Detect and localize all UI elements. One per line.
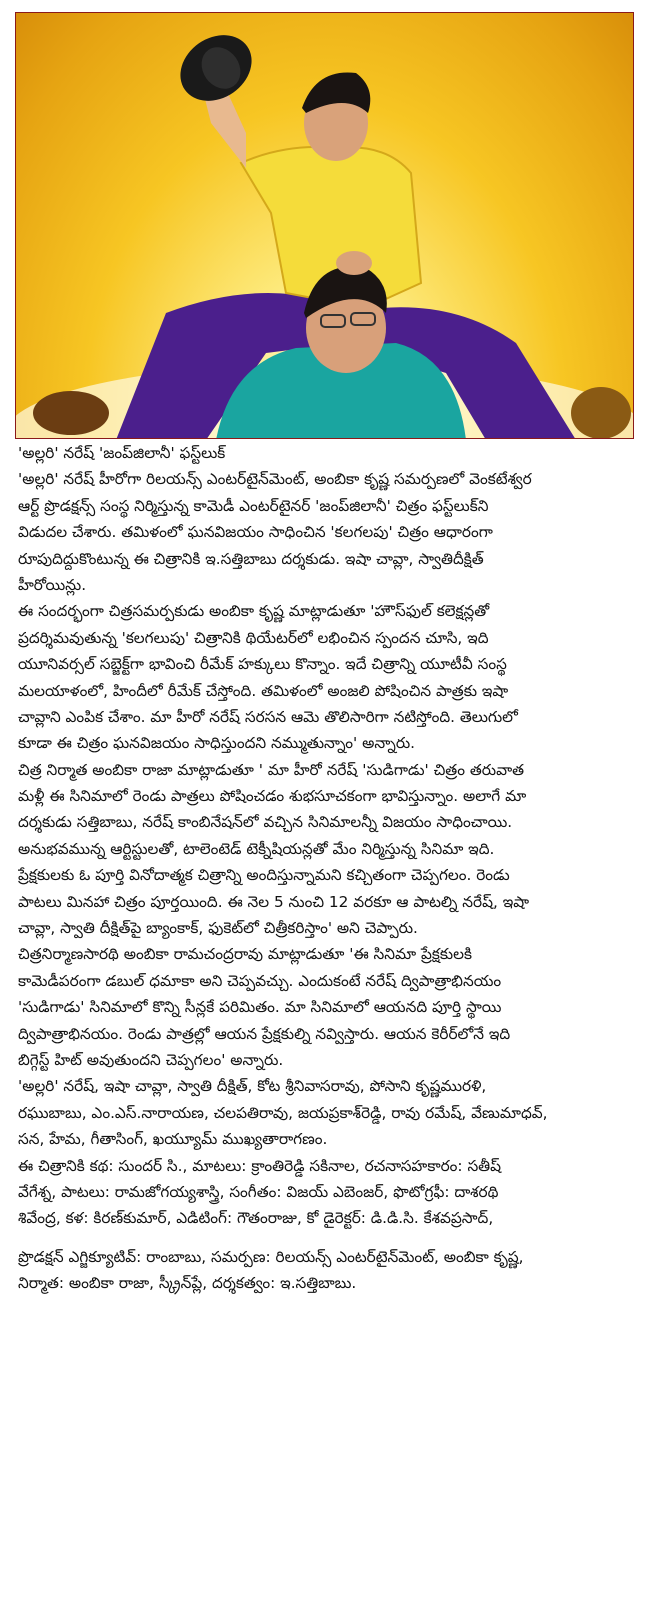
article-line: ఆర్ట్ ప్రొడక్షన్స్ సంస్థ నిర్మిస్తున్న కామెడీ ఎంటర్‌టైనర్ 'జంప్‌జిలానీ' చిత్రం ఫస్ట్‌లుక్‌ని <box>18 496 489 515</box>
article-line: 'సుడిగాడు' సినిమాలో కొన్ని సీన్లకే పరిమితం. మా సినిమాలో ఆయనది పూర్తి స్థాయి <box>18 998 502 1017</box>
poster-illustration <box>16 13 634 439</box>
article-line: ప్రదర్శిమవుతున్న 'కలగలుపు' చిత్రానికి థియేటర్‌లో లభించిన స్పందన చూసి, ఇది <box>18 628 489 647</box>
article-line: శివేంద్ర, కళ: కిరణ్‌కుమార్, ఎడిటింగ్: గౌతంరాజు, కో డైరెక్టర్: డి.డి.సి. కేశవప్రసాద్, <box>18 1209 494 1228</box>
article-line: విడుదల చేశారు. తమిళంలో ఘనవిజయం సాధించిన 'కలగలపు' చిత్రం ఆధారంగా <box>18 523 493 542</box>
article-line: కామెడీపరంగా డబుల్ ధమాకా అని చెప్పవచ్చు. ఎందుకంటే నరేష్ ద్విపాత్రాభినయం <box>18 971 502 990</box>
article-line: ఈ చిత్రానికి కథ: సుందర్ సి., మాటలు: క్రాంతిరెడ్డి సకినాల, రచనాసహకారం: సతీష్ <box>18 1156 502 1175</box>
article-line: 'అల్లరి' నరేష్ హీరోగా రిలయన్స్ ఎంటర్‌టైన్‌మెంట్, అంబికా కృష్ణ సమర్పణలో వెంకటేశ్వర <box>18 470 532 489</box>
article-line: బిగ్గెస్ట్ హిట్ అవుతుందని చెప్పగలం' అన్నారు. <box>18 1050 284 1069</box>
article-line: ద్విపాత్రాభినయం. రెండు పాత్రల్లో ఆయన ప్రేక్షకుల్ని నవ్విస్తారు. ఆయన కెరీర్‌లోనే ఇది <box>18 1024 511 1043</box>
article-line: చిత్ర నిర్మాత అంబికా రాజా మాట్లాడుతూ ' మా హీరో నరేష్ 'సుడిగాడు' చిత్రం తరువాత <box>18 760 525 779</box>
article-line: యూనివర్సల్ సబ్జెక్ట్‌గా భావించి రీమేక్ హక్కులు కొన్నాం. ఇదే చిత్రాన్ని యూటీవీ సంస్థ <box>18 655 507 674</box>
article-line: వేగేశ్న, పాటలు: రామజోగయ్యశాస్త్రి, సంగీతం: విజయ్ ఎబెంజర్, ఫొటోగ్రఫీ: దాశరథి <box>18 1182 499 1201</box>
article-line: మలయాళంలో, హిందీలో రీమేక్ చేస్తోంది. తమిళంలో అంజలి పోషించిన పాత్రకు ఇషా <box>18 681 509 700</box>
article-line: హీరోయిన్లు. <box>18 575 87 594</box>
article-line: ప్రేక్షకులకు ఓ పూర్తి వినోదాత్మక చిత్రాన్ని అందిస్తున్నామని కచ్చితంగా చెప్పగలం. రెండు <box>18 866 510 885</box>
article-line: చిత్రనిర్మాణసారథి అంబికా రామచంద్రరావు మాట్లాడుతూ 'ఈ సినిమా ప్రేక్షకులకి <box>18 945 472 964</box>
paragraph-gap <box>18 1232 644 1244</box>
article-line: రూపుదిద్దుకొంటున్న ఈ చిత్రానికి ఇ.సత్తిబాబు దర్శకుడు. ఇషా చావ్లా, స్వాతిదీక్షిత్ <box>18 549 484 568</box>
right-shoe <box>571 387 631 439</box>
article-line: రఘుబాబు, ఎం.ఎస్.నారాయణ, చలపతిరావు, జయప్రకాశ్‌రెడ్డి, రావు రమేష్, వేణుమాధవ్, <box>18 1103 548 1122</box>
hand-on-head <box>336 251 372 275</box>
credits-line: ప్రొడక్షన్ ఎగ్జిక్యూటివ్: రాంబాబు, సమర్పణ: రిలయన్స్ ఎంటర్‌టైన్‌మెంట్, అంబికా కృష్ణ, <box>18 1247 524 1266</box>
article-title: 'అల్లరి' నరేష్ 'జంప్‌జిలానీ' ఫస్ట్‌లుక్ <box>18 444 226 462</box>
article-line: మళ్లీ ఈ సినిమాలో రెండు పాత్రలు పోషించడం శుభసూచకంగా భావిస్తున్నాం. అలాగే మా <box>18 787 527 806</box>
article-line: కూడా ఈ చిత్రం ఘనవిజయం సాధిస్తుందని నమ్ముతున్నాం' అన్నారు. <box>18 734 416 753</box>
article-line: ఈ సందర్భంగా చిత్రసమర్పకుడు అంబికా కృష్ణ మాట్లాడుతూ 'హౌస్‌ఫుల్ కలెక్షన్లతో <box>18 602 490 621</box>
credits-line: నిర్మాత: అంబికా రాజా, స్క్రీన్‌ప్లే, దర్శకత్వం: ఇ.సత్తిబాబు. <box>18 1274 357 1293</box>
article-line: దర్శకుడు సత్తిబాబు, నరేష్ కాంబినేషన్‌లో వచ్చిన సినిమాలన్నీ విజయం సాధించాయి. <box>18 813 513 832</box>
article-line: చావ్లాని ఎంపిక చేశాం. మా హీరో నరేష్ సరసన ఆమె తొలిసారిగా నటిస్తోంది. తెలుగులో <box>18 707 518 726</box>
article-line: అనుభవమున్న ఆర్టిస్టులతో, టాలెంటెడ్ టెక్నీషియన్లతో మేం నిర్మిస్తున్న సినిమా ఇది. <box>18 839 495 858</box>
article-body <box>18 440 644 1297</box>
poster-image <box>15 12 634 439</box>
left-shoe <box>33 391 109 435</box>
article-line: 'అల్లరి' నరేష్, ఇషా చావ్లా, స్వాతి దీక్షిత్, కోట శ్రీనివాసరావు, పోసాని కృష్ణమురళి, <box>18 1077 487 1096</box>
article-line: చావ్లా, స్వాతి దీక్షిత్‌పై బ్యాంకాక్, ఫుకెట్‌లో చిత్రీకరిస్తాం' అని చెప్పారు. <box>18 919 418 938</box>
article-line: సన, హేమ, గీతాసింగ్, ఖయ్యూమ్ ముఖ్యతారాగణం. <box>18 1130 328 1149</box>
article-line: పాటలు మినహా చిత్రం పూర్తయింది. ఈ నెల 5 నుంచి 12 వరకూ ఆ పాటల్ని నరేష్, ఇషా <box>18 892 530 911</box>
